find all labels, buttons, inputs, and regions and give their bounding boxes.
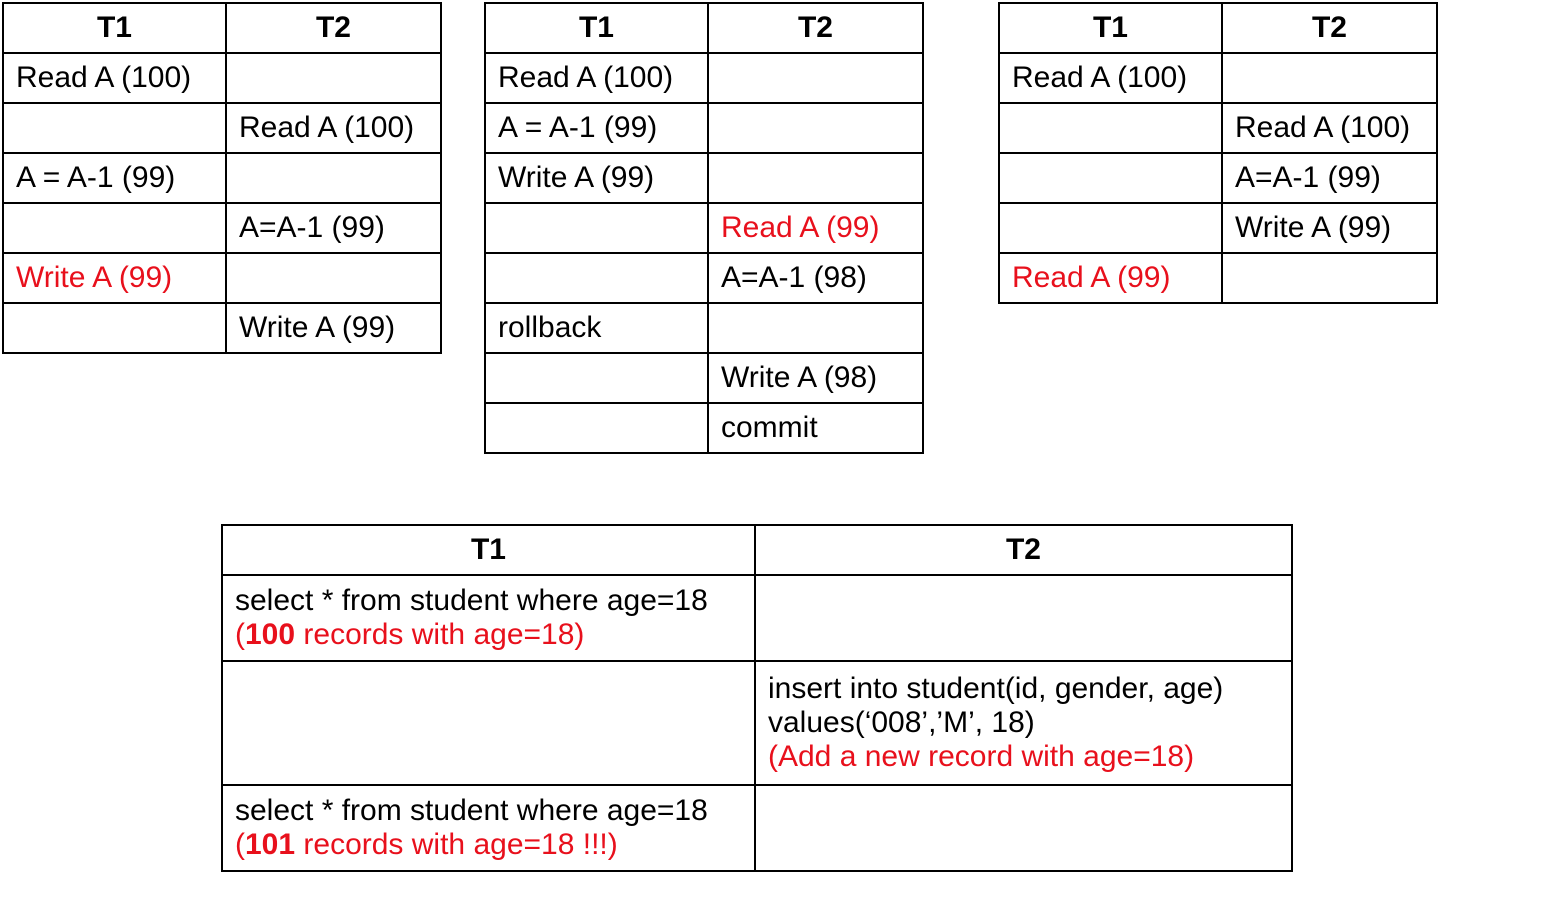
t1-step-highlighted: Read A (99)	[999, 253, 1222, 303]
t1-step	[485, 203, 708, 253]
t1-query-cell	[222, 785, 755, 871]
t1-step	[999, 203, 1222, 253]
table-row	[3, 53, 441, 103]
t2-step: Read A (100)	[1222, 103, 1437, 153]
t2-values-line: values(‘008’,’M’, 18)	[768, 706, 1035, 739]
t1-step: Read A (100)	[999, 53, 1222, 103]
schedule-table-lost-update	[2, 2, 442, 354]
t1-step: Write A (99)	[485, 153, 708, 203]
schedule-table-dirty-read	[484, 2, 924, 454]
t2-step	[708, 103, 923, 153]
t2-insert-cell	[755, 661, 1292, 785]
table-header-row	[3, 3, 441, 53]
table-row	[485, 203, 923, 253]
t1-step	[485, 353, 708, 403]
table-header-row	[222, 525, 1292, 575]
column-header-t2: T2	[1222, 3, 1437, 53]
t1-select-query: select * from student where age=18	[235, 584, 708, 617]
t2-step	[1222, 53, 1437, 103]
t1-step: rollback	[485, 303, 708, 353]
table-row	[999, 53, 1437, 103]
table-row	[999, 103, 1437, 153]
t2-step-highlighted: Read A (99)	[708, 203, 923, 253]
table-row	[999, 153, 1437, 203]
t1-select-query: select * from student where age=18	[235, 794, 708, 827]
t2-step	[226, 153, 441, 203]
t2-step: A=A-1 (99)	[1222, 153, 1437, 203]
t2-step: Write A (99)	[226, 303, 441, 353]
column-header-t2: T2	[755, 525, 1292, 575]
t1-step	[999, 103, 1222, 153]
table-row	[485, 53, 923, 103]
t1-step	[3, 203, 226, 253]
table-row	[222, 661, 1292, 785]
table-row	[222, 575, 1292, 661]
note-rest: records with age=18)	[295, 618, 585, 651]
table-row	[999, 253, 1437, 303]
column-header-t2: T2	[226, 3, 441, 53]
table-row	[485, 253, 923, 303]
table-header-row	[485, 3, 923, 53]
t1-step	[3, 303, 226, 353]
t1-empty-cell	[222, 661, 755, 785]
t2-step: A=A-1 (98)	[708, 253, 923, 303]
t2-step	[1222, 253, 1437, 303]
t1-step	[485, 253, 708, 303]
record-count: 100	[245, 618, 296, 651]
t1-step-highlighted: Write A (99)	[3, 253, 226, 303]
table-row	[485, 353, 923, 403]
table-row	[485, 103, 923, 153]
t1-step: A = A-1 (99)	[3, 153, 226, 203]
table-row	[3, 203, 441, 253]
t2-step: commit	[708, 403, 923, 453]
table-header-row	[999, 3, 1437, 53]
note-open-paren: (	[235, 828, 245, 861]
schedule-table-non-repeatable-read	[998, 2, 1438, 304]
column-header-t1: T1	[485, 3, 708, 53]
t2-step	[226, 253, 441, 303]
t2-step: Read A (100)	[226, 103, 441, 153]
t1-result-note	[235, 828, 754, 862]
t1-step	[3, 103, 226, 153]
column-header-t1: T1	[999, 3, 1222, 53]
table-row	[3, 253, 441, 303]
t1-result-note	[235, 618, 754, 652]
t1-step: Read A (100)	[485, 53, 708, 103]
t2-step	[708, 53, 923, 103]
t2-step: A=A-1 (99)	[226, 203, 441, 253]
t2-insert-line: insert into student(id, gender, age)	[768, 672, 1224, 705]
t2-step	[708, 153, 923, 203]
table-row	[3, 103, 441, 153]
column-header-t2: T2	[708, 3, 923, 53]
t2-insert-note: (Add a new record with age=18)	[768, 740, 1195, 773]
t2-empty-cell	[755, 785, 1292, 871]
table-row	[222, 785, 1292, 871]
table-row	[485, 153, 923, 203]
schedule-table-phantom-read	[221, 524, 1293, 872]
t2-empty-cell	[755, 575, 1292, 661]
column-header-t1: T1	[3, 3, 226, 53]
t1-step: Read A (100)	[3, 53, 226, 103]
t2-step	[708, 303, 923, 353]
table-row	[999, 203, 1437, 253]
t1-step	[999, 153, 1222, 203]
t2-step	[226, 53, 441, 103]
t2-step: Write A (98)	[708, 353, 923, 403]
column-header-t1: T1	[222, 525, 755, 575]
table-row	[485, 403, 923, 453]
t2-step: Write A (99)	[1222, 203, 1437, 253]
table-row	[3, 153, 441, 203]
note-open-paren: (	[235, 618, 245, 651]
record-count: 101	[245, 828, 296, 861]
table-row	[485, 303, 923, 353]
t1-step: A = A-1 (99)	[485, 103, 708, 153]
note-rest: records with age=18 !!!)	[295, 828, 618, 861]
t1-query-cell	[222, 575, 755, 661]
t1-step	[485, 403, 708, 453]
table-row	[3, 303, 441, 353]
